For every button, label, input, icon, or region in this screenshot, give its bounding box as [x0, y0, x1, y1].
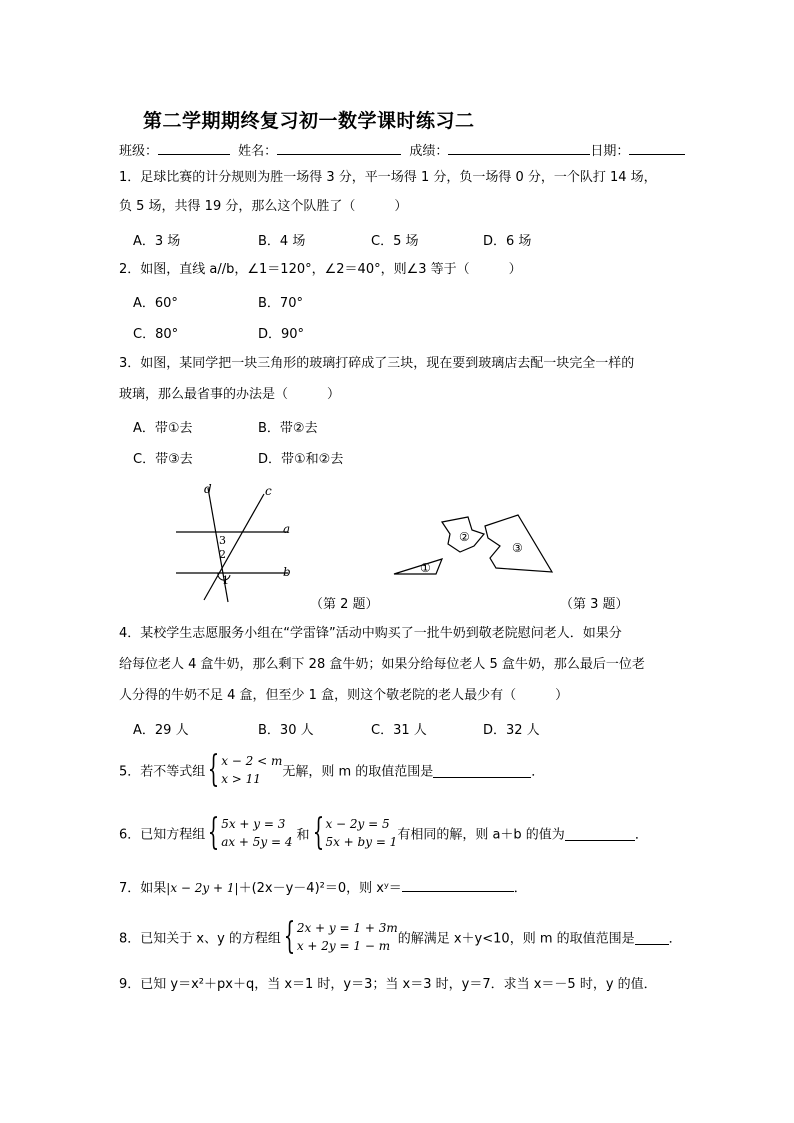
q1-option-c[interactable]: C．5 场 — [371, 234, 419, 249]
q7-middle: ＋(2x－y－4)²＝0，则 xʸ＝ — [238, 881, 402, 896]
header-row — [119, 140, 685, 159]
q4-line2: 给每位老人 4 盒牛奶，那么剩下 28 盒牛奶；如果分给每位老人 5 盒牛奶，那么最后一位老 — [119, 657, 645, 672]
q8-brace: { — [283, 916, 296, 957]
fig3-label-2: ② — [459, 530, 470, 544]
class-label: 班级： — [119, 144, 159, 159]
q1-line1: 1．足球比赛的计分规则为胜一场得 3 分，平一场得 1 分，负一场得 0 分，一个队打 14 场， — [119, 170, 657, 185]
q1-option-a[interactable]: A．3 场 — [133, 234, 181, 249]
q8-end: ． — [668, 931, 682, 947]
q2-option-b[interactable]: B．70° — [258, 296, 303, 311]
q5-system — [221, 752, 282, 788]
figure-2-caption: （第 2 题） — [310, 597, 379, 612]
q3-option-c[interactable]: C．带③去 — [133, 452, 193, 467]
q3-option-d[interactable]: D．带①和②去 — [258, 452, 344, 467]
name-field[interactable] — [277, 140, 401, 155]
q8-row — [119, 916, 682, 957]
q7-abs-expression: |x − 2y + 1| — [166, 881, 239, 895]
q6-end: ． — [634, 827, 648, 843]
q4-option-d[interactable]: D．32 人 — [483, 723, 540, 738]
q3-option-a[interactable]: A．带①去 — [133, 421, 193, 436]
q6-prefix: 6．已知方程组 — [119, 827, 206, 843]
q8-system — [297, 919, 398, 955]
q1-option-d[interactable]: D．6 场 — [483, 234, 532, 249]
q3-line1: 3．如图，某同学把一块三角形的玻璃打碎成了三块，现在要到玻璃店去配一块完全一样的 — [119, 356, 635, 371]
q8-eq2: x + 2y = 1 − m — [296, 939, 391, 953]
score-label: 成绩： — [409, 144, 449, 159]
q5-row — [119, 749, 545, 790]
fig3-label-3: ③ — [512, 541, 523, 555]
q3-option-b[interactable]: B．带②去 — [258, 421, 318, 436]
page-title: 第二学期期终复习初一数学课时练习二 — [143, 110, 475, 132]
q2-option-c[interactable]: C．80° — [133, 327, 179, 342]
q4-option-b[interactable]: B．30 人 — [258, 723, 314, 738]
fig2-label-d: d — [204, 482, 212, 496]
q6-sys2-eq1: x − 2y = 5 — [325, 817, 390, 831]
q5-eq1: x − 2 < m — [221, 754, 283, 768]
q6-sys1-eq2: ax + 5y = 4 — [221, 835, 293, 849]
q7-answer-blank[interactable] — [402, 877, 514, 892]
q6-answer-blank[interactable] — [565, 826, 635, 841]
q8-suffix: 的解满足 x＋y<10，则 m 的取值范围是 — [397, 931, 635, 947]
q6-mid: 和 — [296, 827, 310, 843]
fig3-label-1: ① — [420, 561, 431, 575]
q7-row — [119, 877, 527, 896]
q7-end: ． — [513, 881, 527, 896]
q6-brace-1: { — [208, 812, 220, 853]
q6-system-2 — [325, 815, 397, 851]
q9-line1: 9．已知 y＝x²＋px＋q，当 x＝1 时，y＝3；当 x＝3 时，y＝7．求当 x＝－5 时，y 的值． — [119, 977, 657, 992]
fig2-label-c: c — [265, 484, 272, 498]
q6-sys1-eq1: 5x + y = 3 — [221, 817, 286, 831]
q6-suffix: 有相同的解，则 a＋b 的值为 — [397, 827, 565, 843]
fig2-label-2: 2 — [219, 548, 226, 561]
q5-prefix: 5．若不等式组 — [119, 764, 206, 780]
q2-line1: 2．如图，直线 a//b，∠1＝120°，∠2＝40°，则∠3 等于（ ） — [119, 262, 522, 277]
q4-option-a[interactable]: A．29 人 — [133, 723, 189, 738]
date-field[interactable] — [629, 140, 685, 155]
q4-option-c[interactable]: C．31 人 — [371, 723, 427, 738]
q1-line2: 负 5 场，共得 19 分，那么这个队胜了（ ） — [119, 199, 408, 214]
q6-brace-2: { — [312, 812, 324, 853]
q6-row — [119, 812, 648, 853]
figure-3-caption: （第 3 题） — [560, 597, 629, 612]
name-label: 姓名： — [238, 144, 278, 159]
score-field[interactable] — [448, 140, 590, 155]
q5-suffix: 无解，则 m 的取值范围是 — [282, 764, 434, 780]
q8-prefix: 8．已知关于 x、y 的方程组 — [119, 931, 281, 947]
q7-prefix: 7．如果 — [119, 881, 167, 896]
q6-system-1 — [221, 815, 292, 851]
fig2-label-a: a — [283, 522, 291, 536]
q4-line3: 人分得的牛奶不足 4 盒，但至少 1 盒，则这个敬老院的老人最少有（ ） — [119, 688, 569, 703]
class-field[interactable] — [158, 140, 230, 155]
q5-end: ． — [531, 764, 545, 780]
q1-option-b[interactable]: B．4 场 — [258, 234, 306, 249]
figure-2-diagram — [168, 478, 308, 604]
q6-sys2-eq2: 5x + by = 1 — [325, 835, 398, 849]
q4-line1: 4．某校学生志愿服务小组在“学雷锋”活动中购买了一批牛奶到敬老院慰问老人．如果分 — [119, 626, 622, 641]
fig2-label-b: b — [283, 565, 291, 579]
q2-option-d[interactable]: D．90° — [258, 327, 305, 342]
date-label: 日期： — [590, 144, 630, 159]
figure-3-diagram — [390, 508, 560, 578]
q3-line2: 玻璃，那么最省事的办法是（ ） — [119, 387, 341, 402]
fig2-label-1: 1 — [222, 574, 229, 587]
q5-brace: { — [208, 749, 220, 790]
q5-eq2: x > 11 — [221, 772, 261, 786]
q2-option-a[interactable]: A．60° — [133, 296, 178, 311]
q5-answer-blank[interactable] — [433, 763, 531, 778]
fig2-label-3: 3 — [219, 534, 226, 547]
q8-answer-blank[interactable] — [635, 930, 669, 945]
q8-eq1: 2x + y = 1 + 3m — [296, 921, 398, 935]
